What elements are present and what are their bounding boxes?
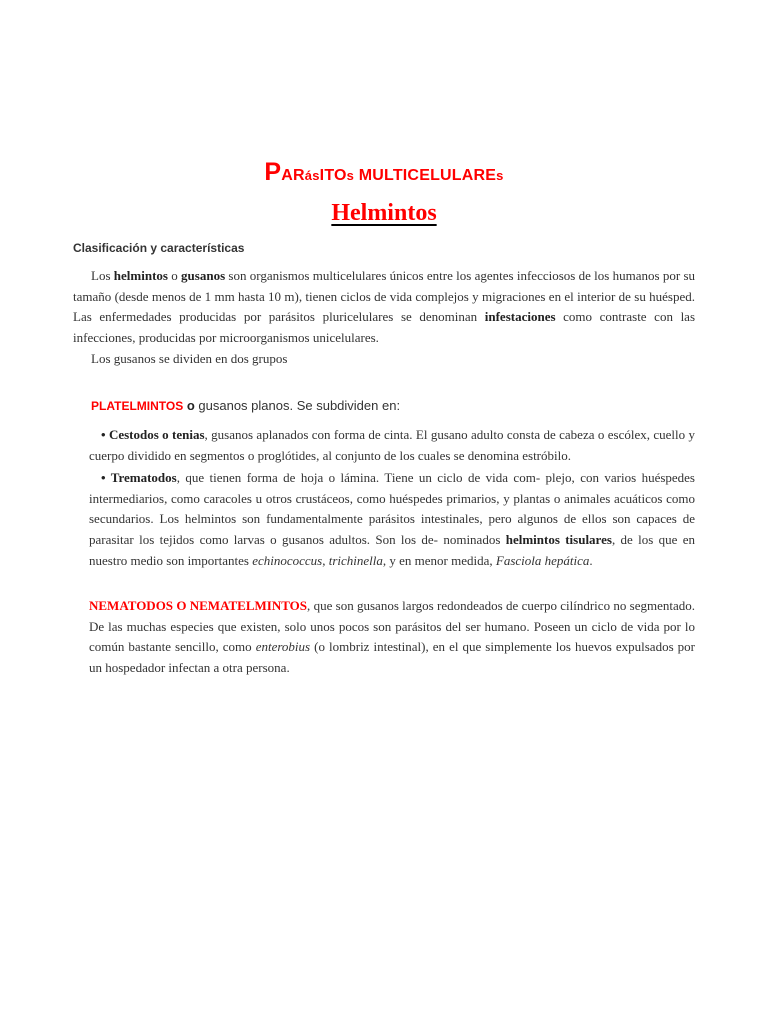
title-part: s bbox=[496, 168, 504, 183]
bullet-icon: • bbox=[101, 470, 111, 485]
groups-line: Los gusanos se dividen en dos grupos bbox=[91, 351, 288, 366]
bullet-term: Cestodos o tenias bbox=[108, 427, 205, 442]
intro-text: son organismos multicelulares únicos entre los agentes infecciosos de los humanos por su tamaño (desde menos de 1 mm hasta 10 m), tienen ciclos de vida complejos y migraciones en el interior de su huésped. Las enfermedades producidas por parásitos pluricelulares se denominan bbox=[73, 268, 696, 325]
bullet-text: , bbox=[322, 552, 329, 568]
subsection-heading: Clasificación y características bbox=[73, 241, 245, 255]
page-title bbox=[0, 158, 768, 187]
bullet-term: Trematodos bbox=[110, 470, 177, 485]
species-name: Fasciola hepática bbox=[495, 552, 590, 568]
section-title bbox=[0, 200, 768, 227]
species-name: echinococcus bbox=[252, 552, 323, 568]
bullet-text: , de los que en nuestro medio son importantes bbox=[89, 532, 695, 568]
bullet-text: . bbox=[589, 552, 593, 568]
platelmintos-connector: o bbox=[183, 398, 195, 413]
intro-text: como contraste con las infecciones, producidas por microorganismos unicelulares. bbox=[73, 309, 696, 346]
title-part: á bbox=[304, 168, 313, 183]
title-part: s bbox=[312, 168, 320, 183]
platelmintos-text: gusanos planos. Se subdividen en: bbox=[194, 398, 401, 413]
species-name: enterobius bbox=[255, 639, 311, 655]
section-title-text: Helmintos bbox=[331, 200, 437, 226]
platelmintos-heading bbox=[91, 398, 400, 413]
intro-bold-term: gusanos bbox=[181, 268, 226, 283]
title-initial: P bbox=[264, 158, 282, 186]
intro-text: o bbox=[167, 268, 182, 283]
nematodos-text: , que son gusanos largos redondeados de cuerpo cilíndrico no segmentado. De las muchas especies que existen, solo unos pocos son parásitos del ser humano. Poseen un ciclo de vida por lo común bastante sencillo, como bbox=[89, 598, 696, 655]
bullet-text: , y en menor medida, bbox=[382, 552, 496, 568]
platelmintos-label: PLATELMINTOS bbox=[91, 399, 184, 413]
intro-bold-term: infestaciones bbox=[484, 309, 556, 325]
title-part: s bbox=[346, 168, 355, 183]
bullet-term: helmintos tisulares bbox=[505, 532, 612, 548]
intro-paragraph bbox=[73, 266, 695, 349]
nematodos-text: (o lombriz intestinal), en el que simplemente los huevos expulsados por un hospedador infectan a otra persona. bbox=[89, 639, 695, 676]
nematodos-label: NEMATODOS O NEMATELMINTOS bbox=[89, 598, 308, 613]
bullet-text: , que tienen forma de hoja o lámina. Tiene un ciclo de vida com- plejo, con varios huéspedes intermediarios, como caracoles u otros crustáceos, como huéspedes primarios, y plantas o animales acuáticos como secundarios. Los helmintos son fundamentalmente parásitos intestinales, pero algunos de ellos son capaces de parasitar los tejidos como larvas o gusanos adultos. Son los de- nominados bbox=[89, 470, 695, 548]
bullet-cestodos bbox=[89, 425, 695, 466]
title-part: ITO bbox=[319, 167, 347, 184]
title-part: AR bbox=[281, 167, 305, 184]
intro-bold-term: helmintos bbox=[113, 268, 168, 283]
species-name: trichinella bbox=[328, 552, 383, 568]
bullet-text: , gusanos aplanados con forma de cinta. El gusano adulto consta de cabeza o escólex, cuello y cuerpo dividido en segmentos o proglótides, al conjunto de los cuales se denomina estróbilo. bbox=[89, 427, 695, 463]
intro-text: Los bbox=[91, 268, 114, 283]
title-part: MULTICELULARE bbox=[358, 167, 497, 184]
nematodos-paragraph bbox=[89, 596, 695, 679]
bullet-trematodos bbox=[89, 468, 695, 572]
bullet-icon: • bbox=[101, 427, 109, 442]
